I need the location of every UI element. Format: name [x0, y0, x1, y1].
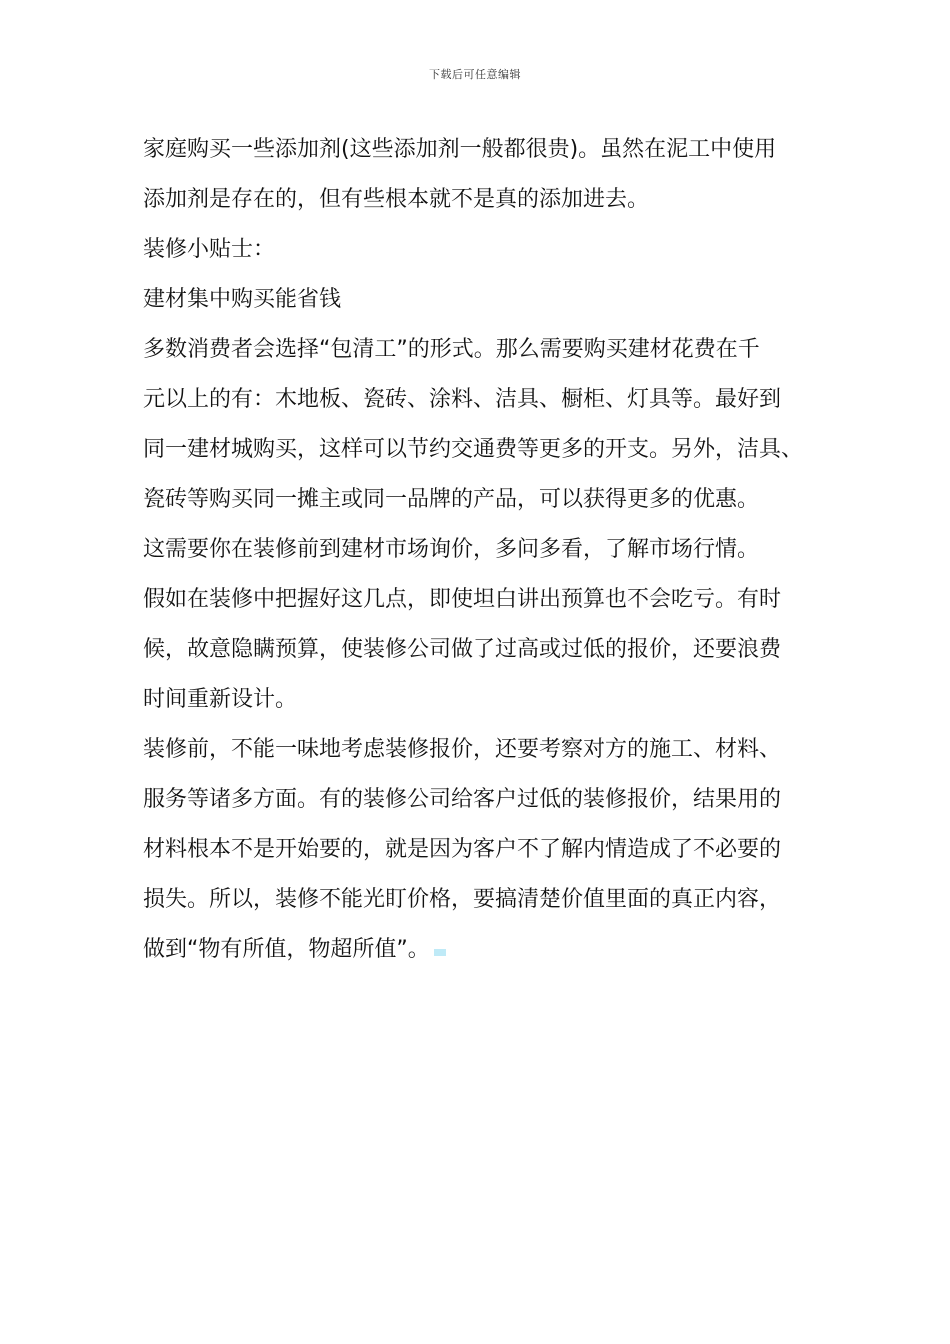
paragraph-end-marker — [434, 949, 446, 956]
page-header: 下载后可任意编辑 — [429, 68, 521, 81]
document-body — [143, 125, 833, 975]
text-line: 服务等诸多方面。有的装修公司给客户过低的装修报价，结果用的 — [143, 787, 782, 812]
text-line: 损失。所以，装修不能光盯价格，要搞清楚价值里面的真正内容， — [143, 887, 782, 912]
last-text-line — [143, 925, 833, 975]
text-line: 材料根本不是开始要的，就是因为客户不了解内情造成了不必要的 — [143, 837, 782, 862]
text-line: 装修前，不能一味地考虑装修报价，还要考察对方的施工、材料、 — [143, 737, 782, 762]
text-line: 元以上的有：木地板、瓷砖、涂料、洁具、橱柜、灯具等。最好到 — [143, 387, 782, 412]
last-line-text: 做到“物有所值，物超所值”。 — [143, 937, 430, 962]
text-line: 这需要你在装修前到建材市场询价，多问多看，了解市场行情。 — [143, 537, 760, 562]
text-line: 时间重新设计。 — [143, 687, 298, 712]
text-line: 候，故意隐瞒预算，使装修公司做了过高或过低的报价，还要浪费 — [143, 637, 782, 662]
section-heading: 装修小贴士： — [143, 237, 276, 262]
text-line: 同一建材城购买，这样可以节约交通费等更多的开支。另外，洁具、 — [143, 437, 804, 462]
text-line: 多数消费者会选择“包清工”的形式。那么需要购买建材花费在千 — [143, 337, 760, 362]
text-line: 瓷砖等购买同一摊主或同一品牌的产品，可以获得更多的优惠。 — [143, 487, 760, 512]
text-line: 添加剂是存在的，但有些根本就不是真的添加进去。 — [143, 187, 650, 212]
text-line: 家庭购买一些添加剂(这些添加剂一般都很贵)。虽然在泥工中使用 — [143, 137, 777, 162]
section-subheading: 建材集中购买能省钱 — [143, 287, 342, 312]
text-line: 假如在装修中把握好这几点，即使坦白讲出预算也不会吃亏。有时 — [143, 587, 782, 612]
